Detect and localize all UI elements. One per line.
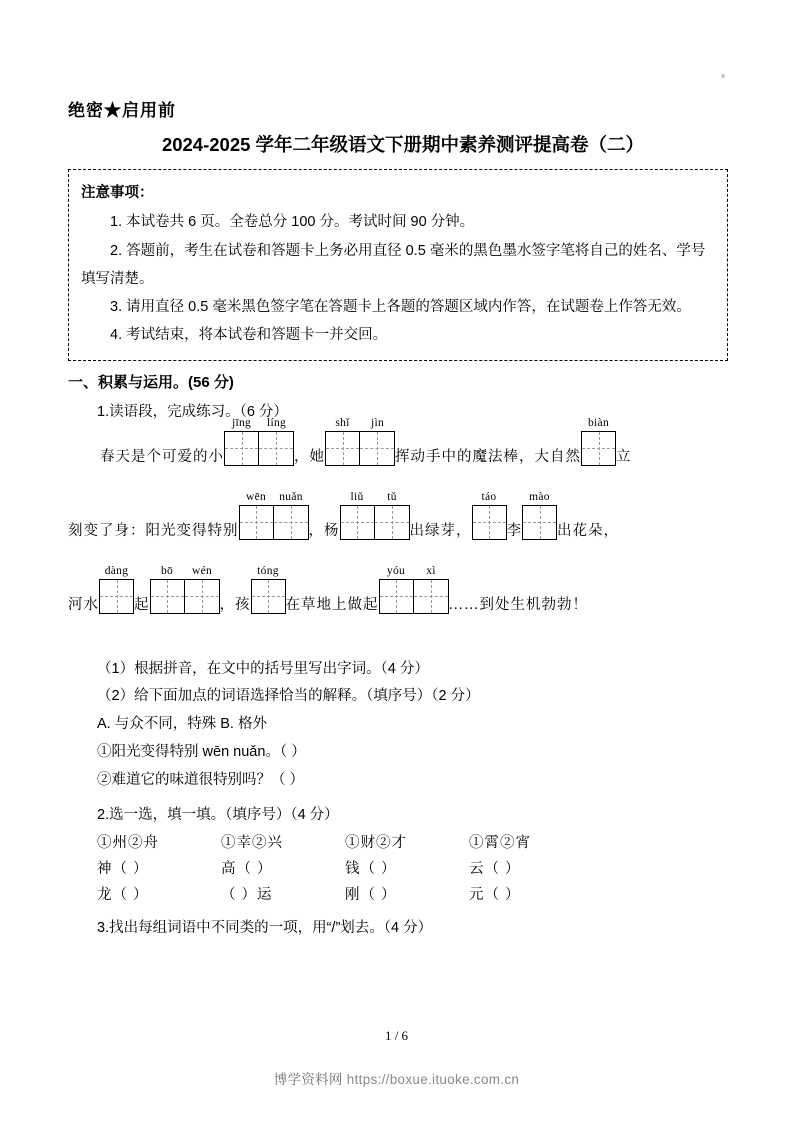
answer-boxes-jingling[interactable] [224, 416, 294, 466]
passage-text: ……到处生机勃勃！ [448, 596, 588, 613]
pinyin-label: tóng [257, 564, 279, 577]
watermark-url: https://boxue.ituoke.com.cn [346, 1072, 520, 1087]
q2-blank[interactable]: 高（ ） [221, 860, 273, 877]
notice-item-4: 4. 考试结束，将本试卷和答题卡一并交回。 [110, 327, 388, 344]
question-1-title: 1.读语段，完成练习。（6 分） [97, 403, 288, 420]
answer-cell[interactable] [251, 579, 286, 614]
answer-cell[interactable] [99, 579, 134, 614]
pinyin-label: yóu [386, 564, 406, 577]
passage-text: 在草地上做起 [285, 596, 379, 613]
answer-boxes-dang[interactable] [99, 564, 134, 614]
q2-blank[interactable]: 钱（ ） [345, 860, 397, 877]
watermark-label: 博学资料网 [273, 1072, 343, 1087]
pinyin-label: líng [266, 416, 287, 429]
pinyin-row-3 [68, 564, 728, 643]
secret-label: 绝密★启用前 [68, 101, 176, 120]
passage-text: 李 [506, 522, 522, 539]
passage-text: 河水 [68, 596, 99, 613]
question-1-options: A. 与众不同，特殊 B. 格外 [97, 715, 267, 732]
answer-cell[interactable] [379, 579, 414, 614]
watermark [0, 1068, 793, 1088]
question-2-row-1 [68, 857, 728, 878]
pinyin-label: shǐ [335, 416, 350, 429]
pinyin-label: wén [191, 564, 213, 577]
answer-cell[interactable] [274, 505, 309, 540]
answer-boxes-bian[interactable] [581, 416, 616, 466]
q2-choice-group-4: ①霄②宵 [469, 834, 531, 851]
pinyin-row-1 [100, 416, 728, 495]
answer-boxes-bowen[interactable] [150, 564, 220, 614]
pinyin-label: dàng [104, 564, 129, 577]
question-3-title: 3.找出每组词语中不同类的一项，用“/”划去。（4 分） [97, 919, 433, 936]
page-title: 2024-2025 学年二年级语文下册期中素养测评提高卷（二） [161, 134, 645, 155]
pinyin-label: biàn [588, 416, 609, 429]
answer-cell[interactable] [325, 431, 360, 466]
pinyin-label: xì [426, 564, 436, 577]
q2-choice-group-2: ①幸②兴 [221, 834, 283, 851]
pinyin-label: jìn [370, 416, 385, 429]
passage-text: ，杨 [308, 522, 340, 539]
answer-cell[interactable] [472, 505, 507, 540]
q2-choice-group-3: ①财②才 [345, 834, 407, 851]
answer-boxes-tao[interactable] [472, 490, 507, 540]
passage-text: ，她 [294, 448, 325, 465]
pinyin-label: bō [160, 564, 174, 577]
notice-box [68, 169, 728, 361]
notice-title: 注意事项： [81, 185, 154, 201]
question-1-item-2[interactable]: ②难道它的味道很特别吗？（ ） [97, 771, 305, 788]
question-1-sub-1: （1）根据拼音，在文中的括号里写出字词。（4 分） [97, 660, 429, 677]
pinyin-label: tǔ [387, 490, 397, 503]
answer-cell[interactable] [522, 505, 557, 540]
notice-item-3: 3. 请用直径 0.5 毫米黑色签字笔在答题卡上各题的答题区域内作答，在试题卷上作答无效。 [110, 299, 691, 316]
question-1-item-1[interactable]: ①阳光变得特别 wēn nuǎn。（ ） [97, 743, 306, 760]
q2-blank[interactable]: 神（ ） [97, 860, 149, 877]
answer-cell[interactable] [340, 505, 375, 540]
answer-boxes-tong[interactable] [251, 564, 286, 614]
q2-blank[interactable]: 云（ ） [469, 860, 521, 877]
page-number: 1 / 6 [384, 1028, 409, 1043]
question-2-header-row [68, 831, 728, 852]
pinyin-label: nuǎn [279, 490, 303, 503]
answer-cell[interactable] [581, 431, 616, 466]
answer-boxes-shijin[interactable] [325, 416, 395, 466]
notice-item-2: 2. 答题前，考生在试卷和答题卡上务必用直径 0.5 毫米的黑色墨水签字笔将自己的姓名、学号填写清楚。 [81, 242, 706, 287]
page-corner-dot [721, 74, 725, 78]
passage-text: 起 [134, 596, 150, 613]
q2-blank[interactable]: 刚（ ） [345, 886, 397, 903]
passage-text: 刻变了身：阳光变得特别 [68, 522, 239, 539]
question-1-sub-2: （2）给下面加点的词语选择恰当的解释。（填序号）（2 分） [97, 687, 480, 704]
page-content [68, 96, 728, 944]
answer-cell[interactable] [259, 431, 294, 466]
passage-text: 出绿芽， [409, 522, 472, 539]
pinyin-row-2 [68, 490, 728, 569]
q2-blank[interactable]: 龙（ ） [97, 886, 149, 903]
answer-cell[interactable] [360, 431, 395, 466]
pinyin-label: mào [529, 490, 550, 503]
pinyin-label: jīng [231, 416, 252, 429]
section-one-heading: 一、积累与运用。(56 分) [68, 373, 234, 391]
answer-boxes-wennuan[interactable] [239, 490, 309, 540]
pinyin-label: liǔ [350, 490, 364, 503]
answer-cell[interactable] [150, 579, 185, 614]
question-2-title: 2.选一选，填一填。（填序号）（4 分） [97, 806, 339, 823]
passage-text: 立 [616, 448, 632, 465]
passage-text: 春天是个可爱的小 [100, 448, 224, 465]
passage-text: 挥动手中的魔法棒，大自然 [395, 448, 581, 465]
question-2-row-2 [68, 883, 728, 904]
passage-text: 出花朵， [557, 522, 619, 539]
answer-cell[interactable] [414, 579, 449, 614]
notice-item-1: 1. 本试卷共 6 页。全卷总分 100 分。考试时间 90 分钟。 [110, 214, 475, 231]
pinyin-passage [68, 416, 728, 643]
q2-blank[interactable]: （ ）运 [221, 886, 273, 903]
passage-text: ，孩 [219, 596, 251, 613]
q2-choice-group-1: ①州②舟 [97, 834, 159, 851]
pinyin-label: táo [481, 490, 497, 503]
answer-cell[interactable] [224, 431, 259, 466]
q2-blank[interactable]: 元（ ） [469, 886, 521, 903]
answer-boxes-youxi[interactable] [379, 564, 449, 614]
answer-boxes-liutu[interactable] [340, 490, 410, 540]
answer-cell[interactable] [375, 505, 410, 540]
answer-cell[interactable] [239, 505, 274, 540]
pinyin-label: wēn [245, 490, 267, 503]
answer-boxes-mao[interactable] [522, 490, 557, 540]
answer-cell[interactable] [185, 579, 220, 614]
